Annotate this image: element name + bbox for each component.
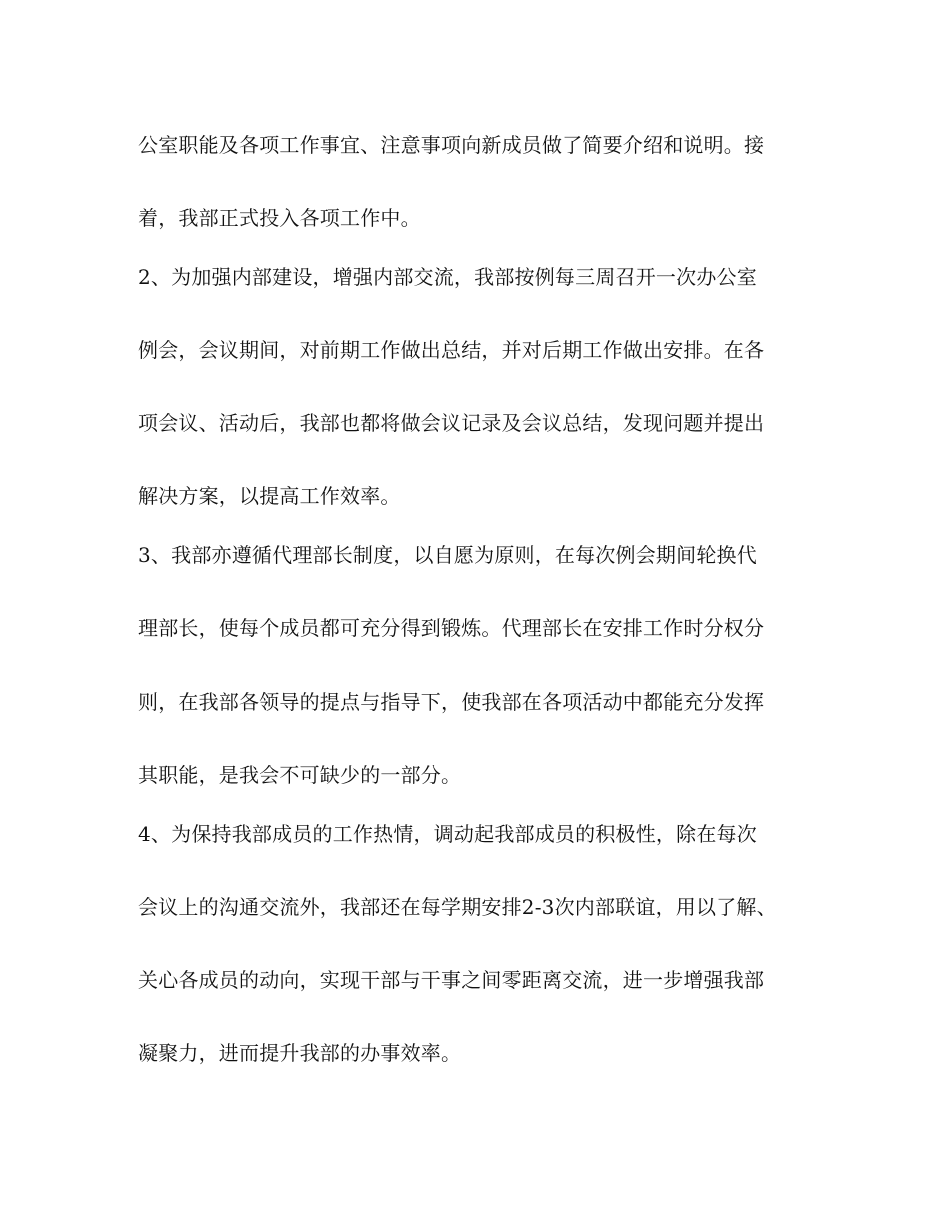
text-line: 其职能，是我会不可缺少的一部分。 [138, 763, 462, 787]
text-line: 会议上的沟通交流外，我部还在每学期安排2-3次内部联谊，用以了解、 [138, 895, 777, 919]
text-line: 项会议、活动后，我部也都将做会议记录及会议总结，发现问题并提出 [138, 411, 765, 435]
text-line: 例会，会议期间，对前期工作做出总结，并对后期工作做出安排。在各 [138, 338, 765, 362]
text-line: 则，在我部各领导的提点与指导下，使我部在各项活动中都能充分发挥 [138, 690, 765, 714]
text-line: 着，我部正式投入各项工作中。 [138, 206, 421, 230]
text-line: 关心各成员的动向，实现干部与干事之间零距离交流，进一步增强我部 [138, 968, 765, 992]
text-line: 凝聚力，进而提升我部的办事效率。 [138, 1041, 462, 1065]
text-line: 3、我部亦遵循代理部长制度，以自愿为原则，在每次例会期间轮换代 [138, 543, 757, 567]
text-line: 解决方案，以提高工作效率。 [138, 484, 401, 508]
text-line: 公室职能及各项工作事宜、注意事项向新成员做了简要介绍和说明。接 [138, 133, 765, 157]
text-line: 理部长，使每个成员都可充分得到锻炼。代理部长在安排工作时分权分 [138, 616, 765, 640]
text-line: 2、为加强内部建设，增强内部交流，我部按例每三周召开一次办公室 [138, 265, 757, 289]
text-line: 4、为保持我部成员的工作热情，调动起我部成员的积极性，除在每次 [138, 822, 757, 846]
